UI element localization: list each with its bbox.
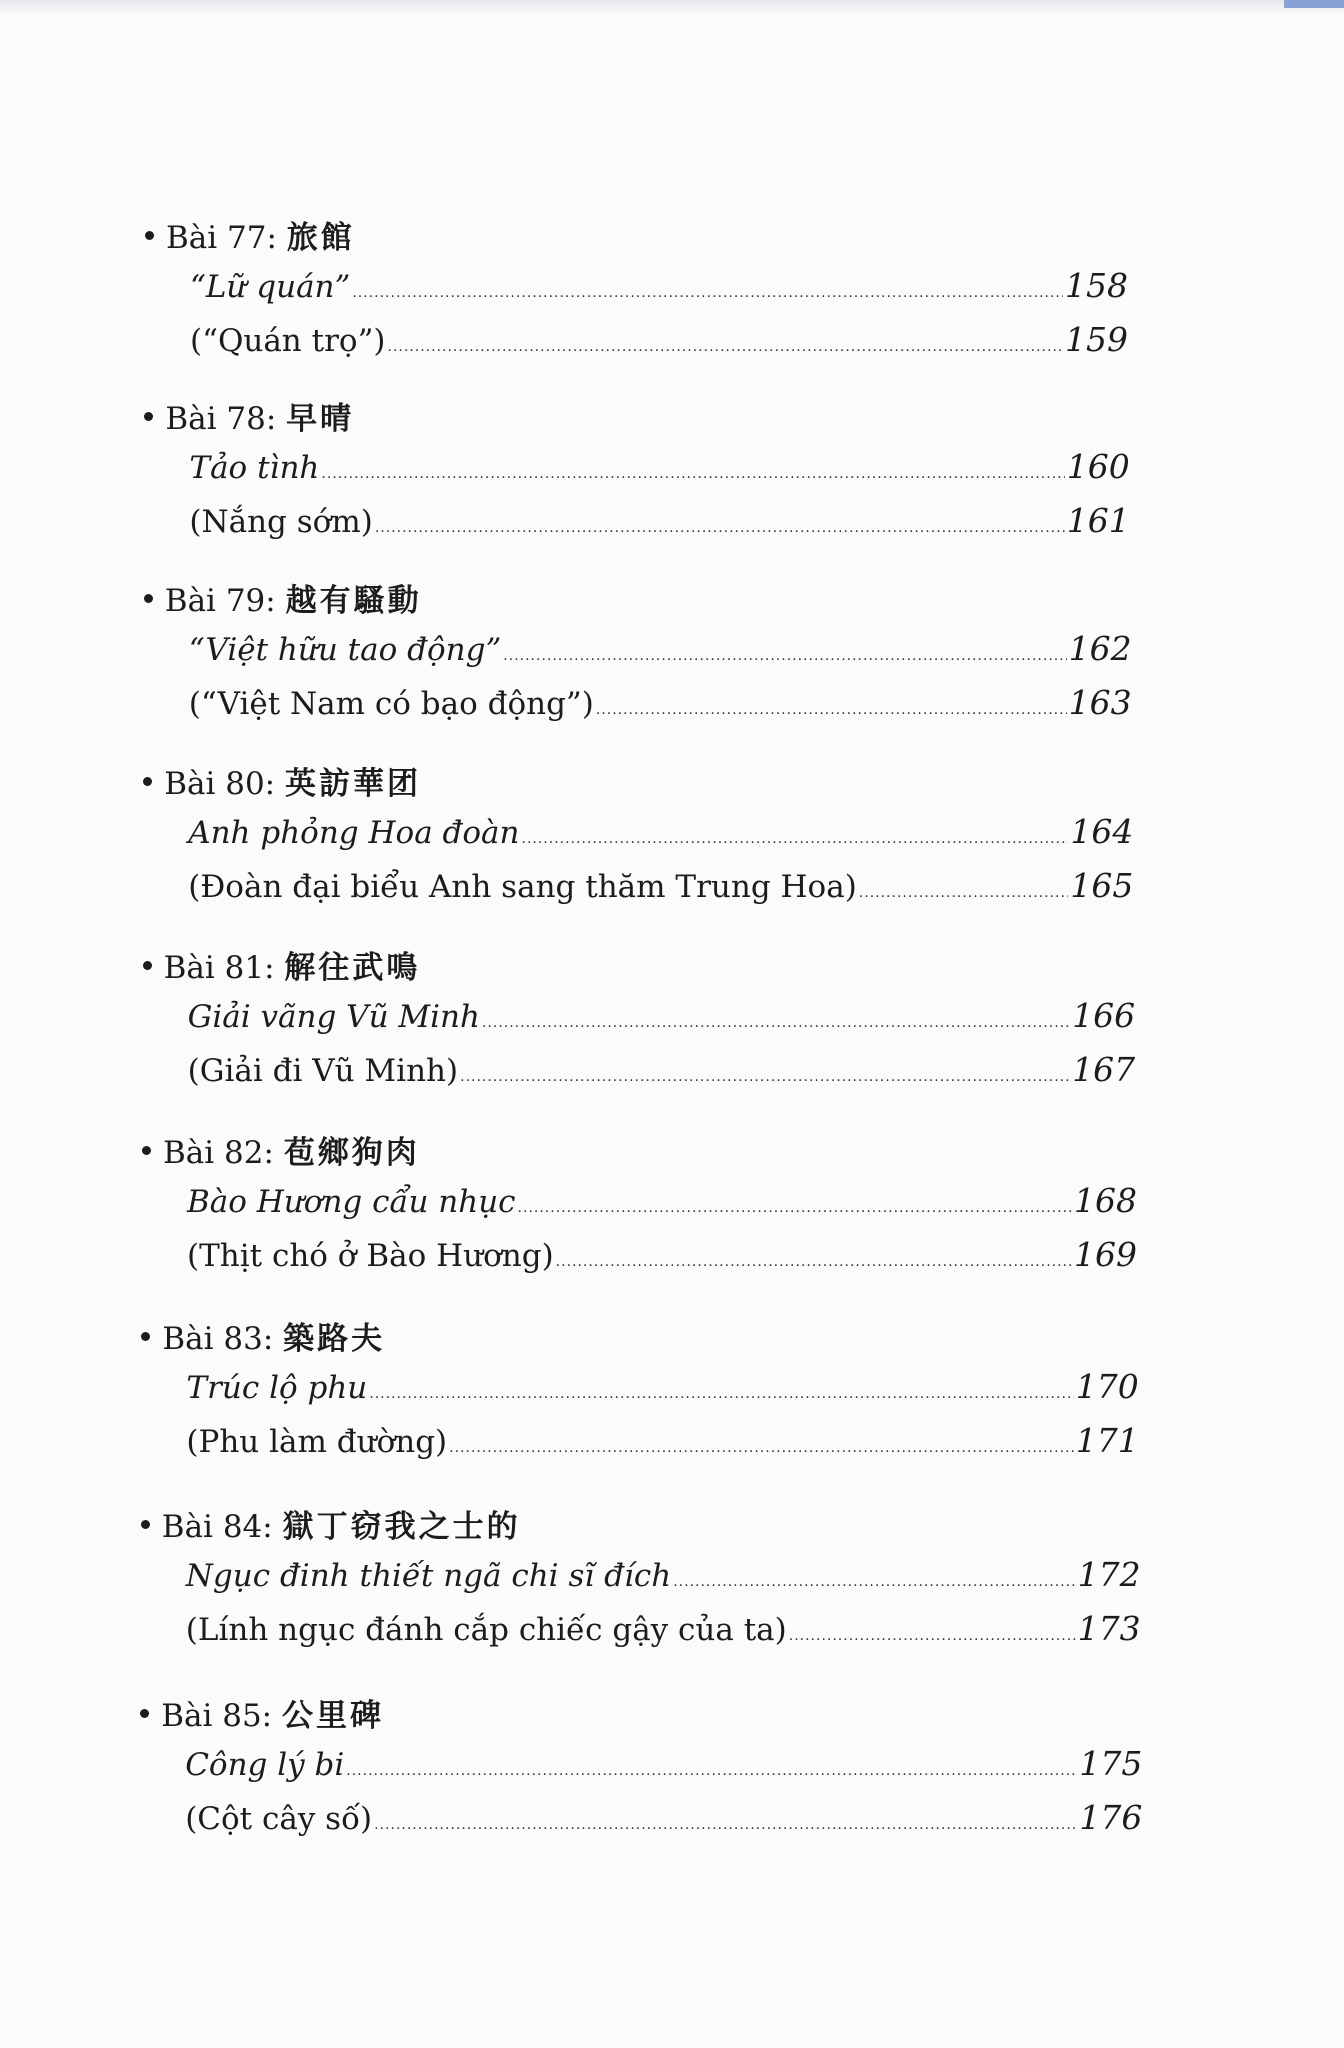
lesson-chinese-title: 築路夫 — [283, 1321, 386, 1357]
toc-line-title[interactable] — [186, 1367, 1138, 1406]
bullet-icon — [143, 777, 152, 786]
page-number: 172 — [1077, 1555, 1141, 1594]
toc-line-title[interactable] — [185, 1744, 1142, 1783]
bullet-icon — [140, 1709, 149, 1718]
lesson-chinese-title: 早晴 — [286, 401, 355, 437]
toc-line-translation[interactable] — [189, 501, 1129, 540]
entry-title: Ngục đinh thiết ngã chi sĩ đích — [185, 1558, 672, 1594]
dot-leader — [352, 285, 1063, 301]
lesson-chinese-title: 解往武鳴 — [284, 950, 421, 986]
lesson-label: Bài 79: — [164, 583, 276, 619]
dot-leader — [374, 1817, 1077, 1833]
dot-leader — [518, 1200, 1072, 1216]
bullet-icon — [143, 961, 152, 970]
lesson-label: Bài 80: — [164, 766, 276, 802]
dot-leader — [596, 702, 1067, 718]
toc-line-translation[interactable] — [188, 1050, 1136, 1089]
page-number: 165 — [1070, 866, 1134, 905]
page-number: 159 — [1065, 320, 1128, 359]
dot-leader — [503, 648, 1066, 664]
lesson-label: Bài 81: — [163, 950, 275, 986]
lesson-chinese-title: 苞鄉狗肉 — [283, 1135, 420, 1171]
lesson-heading — [143, 942, 421, 987]
bullet-icon — [145, 231, 154, 240]
lesson-chinese-title: 越有騷動 — [285, 583, 422, 619]
entry-title: Giải vãng Vũ Minh — [187, 999, 480, 1035]
toc-line-translation[interactable] — [187, 1235, 1137, 1274]
toc-line-translation[interactable] — [186, 1421, 1138, 1460]
toc-line-title[interactable] — [189, 447, 1129, 486]
page-number: 176 — [1079, 1798, 1143, 1837]
lesson-chinese-title: 獄丁窃我之士的 — [282, 1509, 521, 1545]
page-number: 166 — [1072, 996, 1136, 1035]
toc-line-translation[interactable] — [188, 866, 1133, 905]
entry-translation: (Đoàn đại biểu Anh sang thăm Trung Hoa) — [188, 869, 857, 905]
toc-line-translation[interactable] — [190, 320, 1128, 359]
page-number: 164 — [1070, 812, 1134, 851]
page-number: 167 — [1072, 1050, 1136, 1089]
entry-translation: (Cột cây số) — [185, 1801, 373, 1837]
lesson-heading — [140, 1690, 384, 1735]
entry-translation: (“Quán trọ”) — [190, 323, 386, 359]
dot-leader — [369, 1386, 1074, 1402]
dot-leader — [859, 885, 1069, 901]
entry-title: Bào Hương cẩu nhục — [187, 1184, 516, 1220]
lesson-heading — [145, 212, 355, 257]
bullet-icon — [141, 1332, 150, 1341]
lesson-chinese-title: 公里碑 — [281, 1698, 384, 1734]
page-number: 170 — [1075, 1367, 1139, 1406]
dot-leader — [522, 831, 1069, 847]
dot-leader — [346, 1763, 1077, 1779]
page-number: 162 — [1068, 629, 1132, 668]
entry-title: Anh phỏng Hoa đoàn — [188, 815, 520, 851]
lesson-label: Bài 84: — [161, 1509, 273, 1545]
toc-line-title[interactable] — [186, 1555, 1141, 1594]
dot-leader — [673, 1574, 1075, 1590]
entry-title: “Lữ quán” — [190, 269, 351, 305]
bullet-icon — [142, 1146, 151, 1155]
page-top-edge — [0, 0, 1344, 14]
lesson-label: Bài 82: — [163, 1135, 274, 1171]
entry-translation: (Nắng sớm) — [189, 504, 373, 540]
page-number: 169 — [1074, 1235, 1137, 1274]
dot-leader — [449, 1440, 1074, 1456]
page-number: 158 — [1065, 266, 1128, 305]
lesson-heading — [144, 393, 354, 438]
lesson-heading — [141, 1313, 385, 1358]
entry-translation: (Lính ngục đánh cắp chiếc gậy của ta) — [185, 1612, 787, 1648]
lesson-heading — [142, 1127, 420, 1172]
bullet-icon — [144, 594, 153, 603]
entry-translation: (“Việt Nam có bạo động”) — [188, 686, 594, 722]
lesson-chinese-title: 旅館 — [286, 220, 355, 256]
entry-translation: (Giải đi Vũ Minh) — [187, 1053, 459, 1089]
lesson-heading — [143, 758, 421, 803]
page-number: 168 — [1074, 1181, 1137, 1220]
lesson-label: Bài 78: — [165, 401, 277, 437]
entry-title: “Việt hữu tao động” — [188, 632, 502, 668]
toc-line-translation[interactable] — [185, 1798, 1142, 1837]
toc-line-translation[interactable] — [189, 683, 1132, 722]
toc-line-title[interactable] — [189, 629, 1132, 668]
dot-leader — [460, 1069, 1070, 1085]
entry-title: Công lý bi — [185, 1747, 345, 1783]
toc-line-translation[interactable] — [186, 1609, 1141, 1648]
entry-title: Tảo tình — [189, 450, 320, 486]
dot-leader — [388, 339, 1063, 355]
entry-title: Trúc lộ phu — [186, 1370, 368, 1406]
entry-translation: (Phu làm đường) — [186, 1424, 448, 1460]
lesson-label: Bài 77: — [166, 220, 277, 256]
lesson-chinese-title: 英訪華团 — [284, 766, 421, 802]
dot-leader — [556, 1254, 1072, 1270]
toc-line-title[interactable] — [188, 996, 1136, 1035]
dot-leader — [789, 1628, 1076, 1644]
scan-edge-mark — [1284, 0, 1344, 8]
page-number: 171 — [1075, 1421, 1139, 1460]
entry-translation: (Thịt chó ở Bào Hương) — [187, 1238, 554, 1274]
page-number: 173 — [1077, 1609, 1141, 1648]
toc-line-title[interactable] — [187, 1181, 1137, 1220]
bullet-icon — [141, 1520, 150, 1529]
page-number: 160 — [1066, 447, 1130, 486]
dot-leader — [321, 466, 1064, 482]
lesson-label: Bài 83: — [162, 1321, 274, 1357]
lesson-heading — [141, 1501, 521, 1546]
page-number: 161 — [1066, 501, 1130, 540]
bullet-icon — [144, 412, 153, 421]
page-number: 163 — [1068, 683, 1132, 722]
toc-line-title[interactable] — [188, 812, 1133, 851]
lesson-heading — [144, 575, 422, 620]
page-number: 175 — [1079, 1744, 1143, 1783]
dot-leader — [482, 1015, 1070, 1031]
dot-leader — [375, 520, 1065, 536]
toc-line-title[interactable] — [190, 266, 1128, 305]
lesson-label: Bài 85: — [161, 1698, 273, 1734]
